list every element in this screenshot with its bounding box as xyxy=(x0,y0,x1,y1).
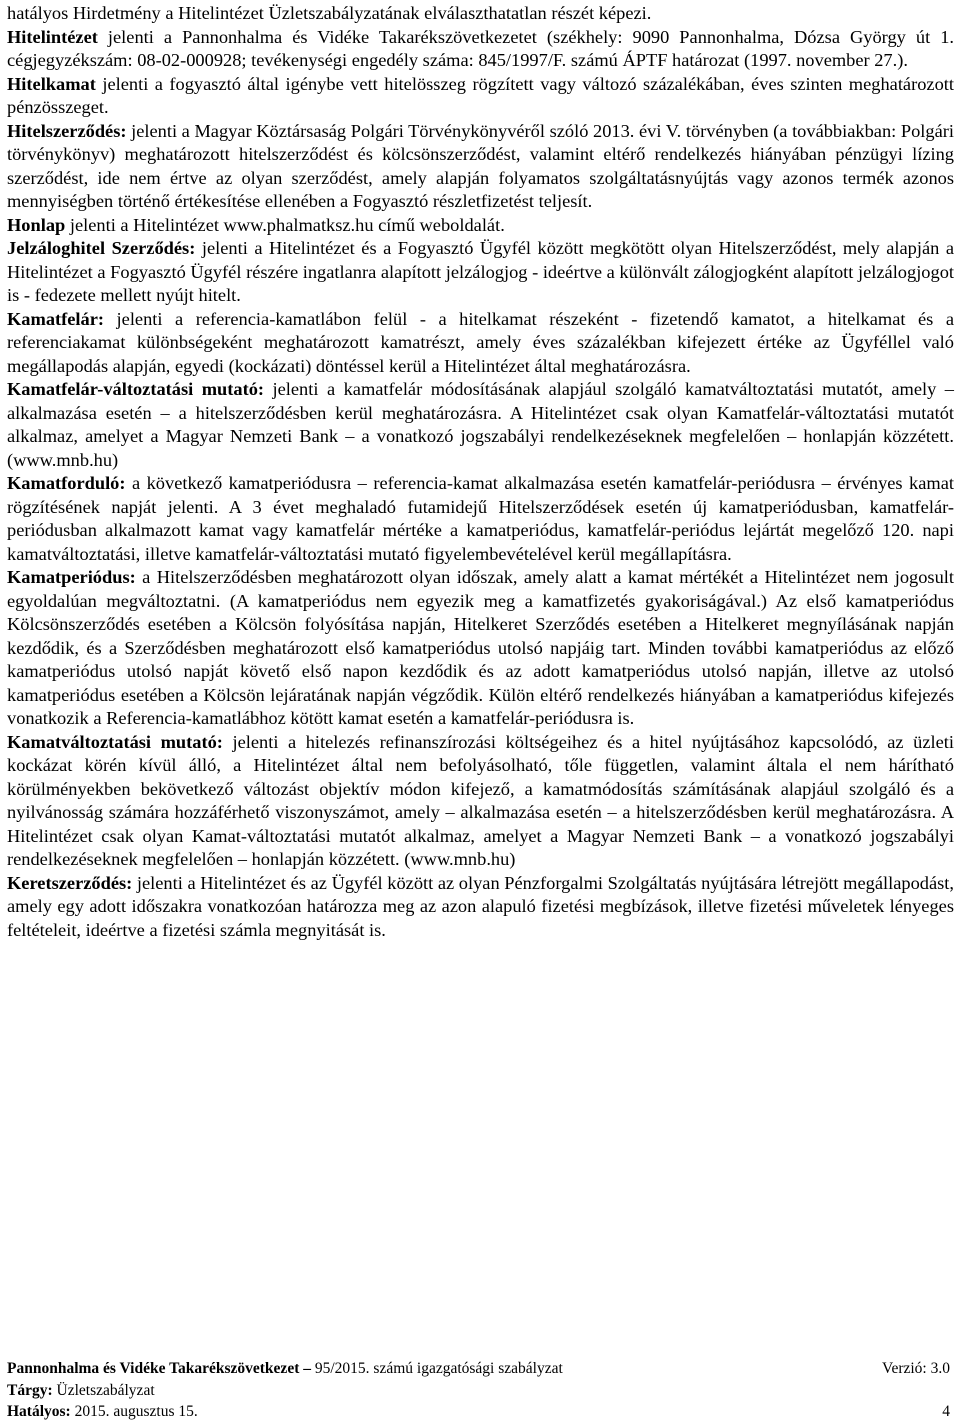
definition-paragraph xyxy=(7,2,954,26)
definition-text: jelenti a Pannonhalma és Vidéke Takarékszövetkezetet (székhely: 9090 Pannonhalma, Dózsa György út 1. cégjegyzékszám: 08-02-000928; tevékenységi engedély száma: 845/1997/F. számú ÁPTF határozat (1997. november 27.). xyxy=(7,26,954,70)
footer-document-ref xyxy=(7,1358,563,1380)
definition-paragraph xyxy=(7,872,954,943)
page-footer xyxy=(7,1358,954,1423)
page-number: 4 xyxy=(942,1403,950,1420)
definition-text: jelenti a referencia-kamatlábon felül - a hitelkamat részeként - fizetendő kamatot, a hitelkamat és a referenciakamat különbségeként meghatározott kamatrészt, amely éves százalékban kifejezett értéke az Ügyféllel való megállapodás alapján, egyedi (kockázati) döntéssel kerül a Hitelintézet által meghatározásra. xyxy=(7,308,954,376)
definition-paragraph xyxy=(7,472,954,566)
definition-paragraph xyxy=(7,26,954,73)
definition-text: hatályos Hirdetmény a Hitelintézet Üzletszabályzatának elválaszthatatlan részét képezi. xyxy=(7,3,652,23)
definition-term: Kamatváltoztatási mutató: xyxy=(7,731,223,752)
definition-text: jelenti a Magyar Köztársaság Polgári Törvénykönyvéről szóló 2013. évi V. törvényben (a továbbiakban: Polgári törvénykönyv) meghatározott hitelszerződést és kölcsönszerződést, valamint eltérő rendelkezés hiányában pénzügyi lízing szerződést, ide nem értve az olyan szerződést, amely alapján folyamatos szolgáltatásnyújtás vagy azonos termék azonos mennyiségben történő értékesítése ellenében a Fogyasztó részletfizetést teljesít. xyxy=(7,120,954,211)
footer-subject-value: Üzletszabályzat xyxy=(52,1381,155,1399)
definition-term: Keretszerződés: xyxy=(7,872,133,893)
definition-term: Jelzáloghitel Szerződés: xyxy=(7,238,196,258)
definition-text: a következő kamatperiódusra – referencia-kamat alkalmazása esetén kamatfelár-periódusra – érvényes kamat rögzítésének napját jelenti. A 3 évet meghaladó futamidejű Hitelszerződések esetén új kamatperiódusban, kamatfelár-periódusban alkalmazott kamat vagy kamatfelár mértéke a kamatperiódus, kamatfelár-periódus lejártát megelőző 120. napi kamatváltoztatási, illetve kamatfelár-változtatási mutató figyelembevételével kerül megállapításra. xyxy=(7,473,954,564)
footer-organization: Pannonhalma és Vidéke Takarékszövetkezet – xyxy=(7,1360,311,1377)
definition-paragraph xyxy=(7,731,954,872)
definition-paragraph xyxy=(7,308,954,379)
definition-text: jelenti a Hitelintézet és a Fogyasztó Ügyfél között megkötött olyan Hitelszerződést, mely alapján a Hitelintézet a Fogyasztó Ügyfél részére ingatlanra alapított jelzálogjog - ideértve a különvált zálogjogként alapított jelzálogjogot is - fedezete mellett nyújt hitelt. xyxy=(7,238,954,305)
footer-row-document xyxy=(7,1358,954,1380)
definition-text: jelenti a kamatfelár módosításának alapjául szolgáló kamatváltoztatási mutatót, amely – alkalmazása esetén – a hitelszerződésben kerül meghatározásra. A Hitelintézet csak olyan Kamatfelár-változtatási mutatót alkalmaz, amelyet a Magyar Nemzeti Bank – a vonatkozó jogszabályi rendelkezéseknek megfelelően – honlapján közzétett. (www.mnb.hu) xyxy=(7,379,955,470)
definition-term: Kamatforduló: xyxy=(7,473,126,493)
footer-subject xyxy=(7,1380,155,1402)
definition-paragraph xyxy=(7,73,954,120)
definition-term: Kamatfelár: xyxy=(7,308,105,329)
definition-paragraph xyxy=(7,214,954,238)
definition-term: Hitelszerződés: xyxy=(7,120,127,141)
footer-effective-label: Hatályos: xyxy=(7,1403,71,1420)
footer-version: Verzió: 3.0 xyxy=(881,1360,950,1377)
definition-paragraph xyxy=(7,237,954,308)
footer-effective-date xyxy=(7,1401,198,1423)
document-body xyxy=(7,2,954,942)
definition-term: Hitelkamat xyxy=(7,73,96,94)
footer-subject-label: Tárgy: xyxy=(7,1381,53,1399)
definition-text: jelenti a Hitelintézet és az Ügyfél között az olyan Pénzforgalmi Szolgáltatás nyújtására létrejött megállapodást, amely egy adott időszakra vonatkozóan határozza meg az azon alapuló fizetési megbízások, illetve fizetési műveletek lényeges feltételeit, ideértve a fizetési számla megnyitását is. xyxy=(7,872,954,940)
definition-paragraph xyxy=(7,378,954,472)
definition-term: Kamatfelár-változtatási mutató: xyxy=(7,379,265,399)
definition-text: jelenti a Hitelintézet www.phalmatksz.hu című weboldalát. xyxy=(65,214,505,235)
definition-text: jelenti a fogyasztó által igénybe vett hitelösszeg rögzített vagy változó százalékában, éves szinten meghatározott pénzösszeget. xyxy=(7,73,954,117)
definition-paragraph xyxy=(7,120,954,214)
footer-regulation-number: 95/2015. számú igazgatósági szabályzat xyxy=(310,1360,563,1377)
footer-row-subject xyxy=(7,1380,954,1402)
definition-term: Hitelintézet xyxy=(7,26,98,47)
definition-text: a Hitelszerződésben meghatározott olyan időszak, amely alatt a kamat mértékét a Hitelintézet nem jogosult egyoldalúan megváltoztatni. (A kamatperiódus nem egyezik meg a kamatfizetés gyakoriságával.) Az első kamatperiódus Kölcsönszerződés esetében a Kölcsön folyósítása napján, Hitelkeret Szerződés esetében a Hitelkeret megnyílásának napján kezdődik, és a Szerződésben meghatározott első kamatperiódus utolsó napjáig tart. Minden további kamatperiódus az előző kamatperiódus utolsó napját követő első napon kezdődik és az adott kamatperiódus utolsó napján, illetve az utolsó kamatperiódus esetében a Kölcsön lejáratának napján végződik. Külön eltérő rendelkezés hiányában a kamatperiódus kifejezés vonatkozik a Referencia-kamatlábhoz kötött kamat esetén a kamatfelár-periódusra is. xyxy=(7,567,954,728)
definition-paragraph xyxy=(7,566,954,731)
definition-term: Honlap xyxy=(7,214,66,235)
footer-row-effective xyxy=(7,1401,954,1423)
footer-effective-value: 2015. augusztus 15. xyxy=(70,1403,198,1420)
definition-text: jelenti a hitelezés refinanszírozási költségeihez és a hitel nyújtásához kapcsolódó, az üzleti kockázat körén kívül álló, a Hitelintézet által nem befolyásolható, tőle független, valamint általa el nem hárítható körülményekben bekövetkező változást objektív módon kifejező, a kamatmódosítás számításának alapjául szolgáló és a nyilvánosság számára hozzáférhető viszonyszámot, amely – alkalmazása esetén – a hitelszerződésben kerül meghatározásra. A Hitelintézet csak olyan Kamat-változtatási mutatót alkalmaz, amelyet a Magyar Nemzeti Bank – a vonatkozó jogszabályi rendelkezéseknek megfelelően – honlapján közzétett. (www.mnb.hu) xyxy=(7,731,954,869)
definition-term: Kamatperiódus: xyxy=(7,567,136,587)
